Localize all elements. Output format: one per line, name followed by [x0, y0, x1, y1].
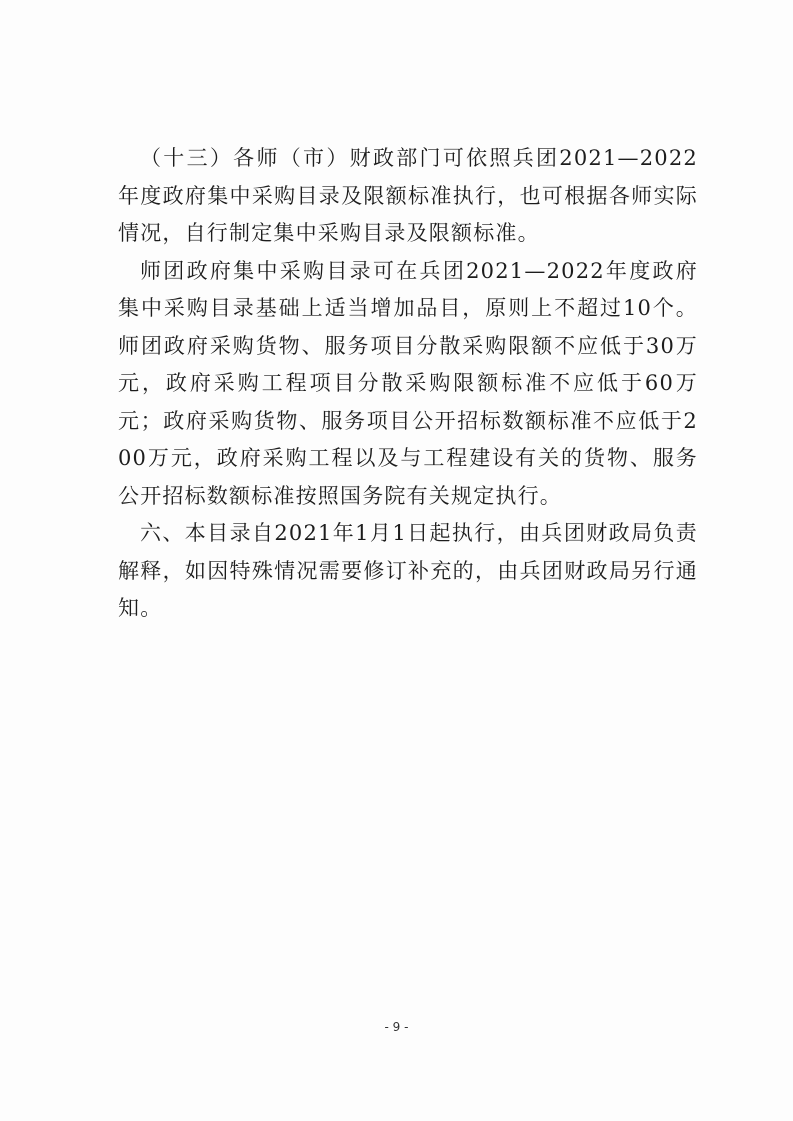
page-number: - 9 -	[384, 1020, 409, 1034]
paragraph-shisan: （十三）各师（市）财政部门可依照兵团2021—2022年度政府集中采购目录及限额标准执行，也可根据各师实际情况，自行制定集中采购目录及限额标准。	[118, 146, 698, 245]
paragraph-shituan-catalog: 师团政府集中采购目录可在兵团2021—2022年度政府集中采购目录基础上适当增加品目，原则上不超过10个。师团政府采购货物、服务项目分散采购限额不应低于30万元，政府采购工程项目分散采购限额标准不应低于60万元；政府采购货物、服务项目公开招标数额标准不应低于200万元，政府采购工程以及与工程建设有关的货物、服务公开招标数额标准按照国务院有关规定执行。	[118, 258, 698, 508]
document-body	[118, 140, 698, 628]
paragraph-liu-effective-date: 六、本目录自2021年1月1日起执行，由兵团财政局负责解释，如因特殊情况需要修订补充的，由兵团财政局另行通知。	[118, 521, 698, 620]
